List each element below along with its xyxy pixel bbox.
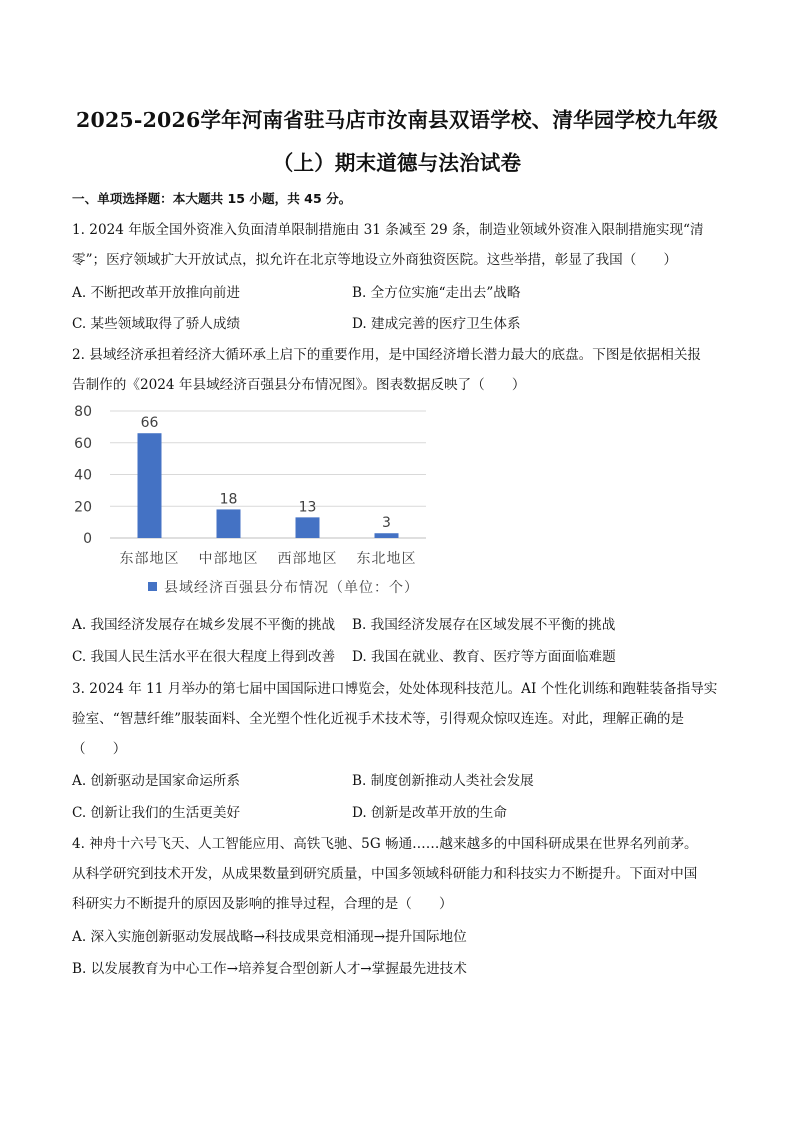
question-1-line-1: 1. 2024 年版全国外资准入负面清单限制措施由 31 条减至 29 条，制造业领域外资准入限制措施实现“清: [72, 222, 704, 238]
y-tick-label: 80: [74, 404, 92, 420]
data-label: 3: [382, 515, 391, 532]
question-3-option-c: C. 创新让我们的生活更美好: [72, 805, 241, 821]
x-category-label: 东北地区: [356, 551, 417, 567]
data-label: 66: [140, 415, 159, 432]
question-1-option-d: D. 建成完善的医疗卫生体系: [352, 316, 521, 332]
question-4-line-2: 从科学研究到技术开发，从成果数量到研究质量，中国多领域科研能力和科技实力不断提升。下面对中国: [72, 866, 698, 882]
question-3-line-1: 3. 2024 年 11 月举办的第七届中国国际进口博览会，处处体现科技范儿。AI 个性化训练和跑鞋装备指导实: [72, 681, 718, 697]
question-2-option-d: D. 我国在就业、教育、医疗等方面面临难题: [352, 649, 616, 665]
question-2-line-2: 告制作的《2024 年县域经济百强县分布情况图》。图表数据反映了（ ）: [72, 377, 526, 393]
question-2-option-c: C. 我国人民生活水平在很大程度上得到改善: [72, 649, 336, 665]
question-4-line-3: 科研实力不断提升的原因及影响的推导过程，合理的是（ ）: [72, 896, 453, 912]
exam-title-line-2: （上）期末道德与法治试卷: [272, 151, 522, 175]
question-1-option-a: A. 不断把改革开放推向前进: [72, 285, 240, 301]
county-economy-bar-chart: [68, 398, 438, 608]
y-tick-label: 40: [74, 467, 92, 484]
bar-3: [375, 533, 399, 538]
question-1-line-2: 零”；医疗领域扩大开放试点，拟允许在北京等地设立外商独资医院。这些举措，彰显了我国（ ）: [72, 252, 678, 268]
y-tick-label: 0: [83, 531, 92, 547]
question-1-option-c: C. 某些领域取得了骄人成绩: [72, 316, 241, 332]
bar-1: [217, 509, 241, 538]
y-tick-label: 60: [74, 435, 92, 452]
question-3-option-b: B. 制度创新推动人类社会发展: [352, 773, 534, 789]
question-2-option-b: B. 我国经济发展存在区域发展不平衡的挑战: [352, 617, 616, 633]
x-category-label: 东部地区: [119, 551, 180, 567]
x-category-label: 中部地区: [198, 551, 259, 567]
question-3-line-2: 验室、“智慧纤维”服装面料、全光塑个性化近视手术技术等，引得观众惊叹连连。对此，理解正确的是: [72, 711, 685, 727]
legend-swatch: [148, 582, 157, 591]
question-2-line-1: 2. 县域经济承担着经济大循环承上启下的重要作用，是中国经济增长潜力最大的底盘。下图是依据相关报: [72, 347, 702, 363]
section-heading: 一、单项选择题：本大题共 15 小题，共 45 分。: [72, 191, 352, 206]
bar-2: [296, 517, 320, 538]
bar-chart-svg: [68, 398, 438, 608]
x-category-label: 西部地区: [277, 551, 338, 567]
question-1-option-b: B. 全方位实施“走出去”战略: [352, 285, 521, 301]
exam-title-line-1: 2025-2026学年河南省驻马店市汝南县双语学校、清华园学校九年级: [76, 108, 718, 132]
question-4-line-1: 4. 神舟十六号飞天、人工智能应用、高铁飞驰、5G 畅通……越来越多的中国科研成果在世界名列前茅。: [72, 836, 698, 852]
data-label: 18: [219, 491, 238, 508]
data-label: 13: [298, 499, 317, 516]
question-2-option-a: A. 我国经济发展存在城乡发展不平衡的挑战: [72, 617, 336, 633]
bar-0: [138, 433, 162, 538]
question-3-line-3: （ ）: [72, 741, 127, 757]
question-3-option-a: A. 创新驱动是国家命运所系: [72, 773, 240, 789]
question-3-option-d: D. 创新是改革开放的生命: [352, 805, 507, 821]
question-4-option-b: B. 以发展教育为中心工作→培养复合型创新人才→掌握最先进技术: [72, 961, 467, 977]
question-4-option-a: A. 深入实施创新驱动发展战略→科技成果竞相涌现→提升国际地位: [72, 929, 467, 945]
y-tick-label: 20: [74, 499, 92, 516]
legend-label: 县域经济百强县分布情况（单位：个）: [164, 580, 419, 596]
